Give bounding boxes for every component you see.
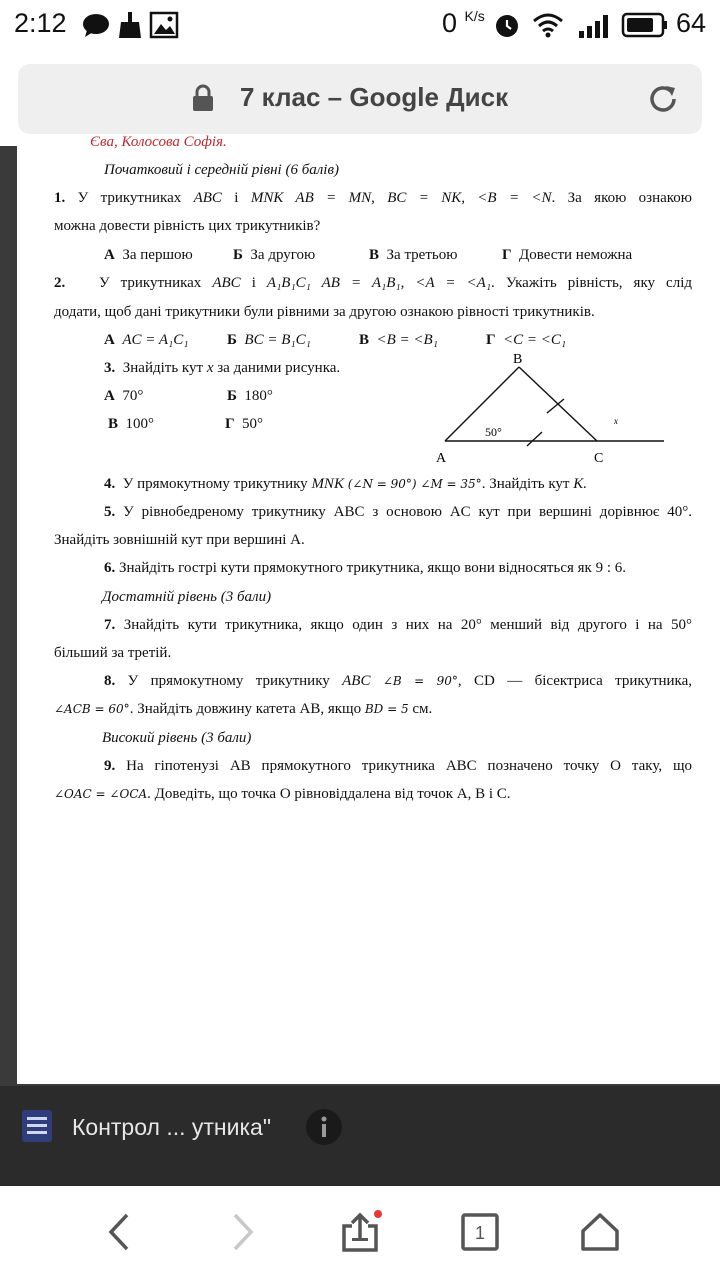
q4-text: 4. У прямокутному трикутнику MNK (∠N = 90°) ∠M = 35°. Знайдіть кут K. <box>104 476 588 492</box>
reload-icon[interactable] <box>646 82 680 121</box>
battery-level: 64 <box>676 8 707 38</box>
vertex-a-label: A <box>436 451 447 466</box>
angle-50-label: 50° <box>485 425 502 439</box>
cut-off-header: Єва, Колосова Софія. <box>90 134 227 150</box>
q2-option-d: Г <C = <C₁ <box>486 332 567 348</box>
battery-icon <box>622 12 668 43</box>
chat-icon <box>82 12 110 43</box>
level3-title: Високий рівень (3 бали) <box>102 730 252 746</box>
level2-title: Достатній рівень (3 бали) <box>102 589 272 605</box>
alarm-icon <box>494 12 520 43</box>
address-bar[interactable] <box>18 64 702 134</box>
q3-option-c: В 100° <box>108 416 155 432</box>
back-button[interactable] <box>90 1202 150 1262</box>
q2-option-a: А AC = A₁C₁ <box>104 332 189 348</box>
vertex-c-label: C <box>594 451 604 466</box>
q9-line1: 9. На гіпотенузі AB прямокутного трикутника ABC позначено точку O таку, що <box>104 758 692 774</box>
share-button[interactable] <box>330 1202 390 1262</box>
wifi-icon <box>532 12 564 43</box>
q1-option-d: Г Довести неможна <box>502 247 633 263</box>
q3-text: 3. Знайдіть кут x за даними рисунка. <box>104 360 341 376</box>
q1-option-c: В За третьою <box>369 247 458 263</box>
tab-count: 1 <box>474 1223 486 1243</box>
document-icon <box>22 1110 52 1147</box>
q2-line2: додати, щоб дані трикутники були рівними за другою ознакою рівності трикутників. <box>54 304 595 320</box>
image-icon <box>150 12 178 43</box>
level1-title: Початковий і середній рівні (6 балів) <box>104 162 339 178</box>
q2-line1: 2. У трикутниках ABC і A₁B₁C₁ AB = A₁B₁, <A = <A₁. Укажіть рівність, яку слід <box>54 275 692 291</box>
q7-line2: більший за третій. <box>54 645 172 661</box>
browser-nav-bar <box>0 1186 720 1280</box>
lock-icon <box>192 84 214 117</box>
info-icon[interactable] <box>305 1108 343 1151</box>
tabs-button[interactable] <box>450 1202 510 1262</box>
q8-line2: ∠ACB = 60°. Знайдіть довжину катета AB, якщо BD = 5 см. <box>54 701 433 717</box>
q5-line2: Знайдіть зовнішній кут при вершині A. <box>54 532 305 548</box>
q2-option-b: Б BC = B₁C₁ <box>227 332 311 348</box>
q8-line1: 8. У прямокутному трикутнику ABC ∠B = 90°, CD — бісектриса трикутника, <box>104 673 693 689</box>
signal-icon <box>578 12 614 43</box>
q7-line1: 7. Знайдіть кути трикутника, якщо один з них на 20° менший від другого і на 50° <box>104 617 693 633</box>
angle-x-label: x <box>614 416 618 426</box>
q9-line2: ∠OAC = ∠OCA. Доведіть, що точка O рівновіддалена від точок A, B і C. <box>54 786 511 802</box>
q2-option-c: В <B = <B₁ <box>359 332 438 348</box>
q1-line2: можна довести рівність цих трикутників? <box>54 218 321 234</box>
network-speed: 0 $^{K/s}$ <box>442 8 485 38</box>
page-title: 7 клас – Google Диск <box>240 82 509 112</box>
q1-option-a: А За першою <box>104 247 193 263</box>
broom-icon <box>118 12 142 43</box>
status-time: 2:12 <box>14 8 67 38</box>
q1-option-b: Б За другою <box>233 247 316 263</box>
forward-button[interactable] <box>212 1202 272 1262</box>
file-name: Контрол ... утника" <box>72 1114 271 1140</box>
status-bar <box>0 0 720 50</box>
q6-text: 6. Знайдіть гострі кути прямокутного трикутника, якщо вони відносяться як 9 : 6. <box>104 560 626 576</box>
home-button[interactable] <box>570 1202 630 1262</box>
q3-option-d: Г 50° <box>225 416 264 432</box>
vertex-b-label: B <box>513 352 523 367</box>
file-info-bar <box>0 1086 720 1186</box>
q5-line1: 5. У рівнобедреному трикутнику ABC з основою AC кут при вершині дорівнює 40°. <box>104 504 692 520</box>
document-page[interactable] <box>17 134 720 1084</box>
q3-option-b: Б 180° <box>227 388 273 404</box>
q3-triangle-figure <box>422 352 672 467</box>
q3-option-a: А 70° <box>104 388 144 404</box>
q1-line1: 1. У трикутниках ABC і MNK AB = MN, BC = NK, <B = <N. За якою ознакою <box>54 190 693 206</box>
